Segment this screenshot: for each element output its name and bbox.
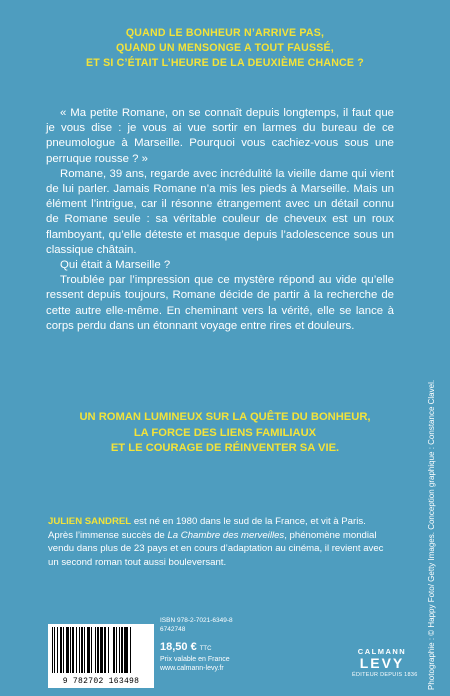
bio-line-2 [48,529,396,570]
synopsis-paragraph: « Ma petite Romane, on se connaît depuis longtemps, il faut que je vous dise : je vous ai vue sortir en larmes du bureau de ce pneumologue à Marseille. Pourquoi vous cachiez-vous sous une perruque rousse ? » [46,107,394,165]
synopsis [46,106,394,334]
tagline [40,26,410,71]
pitch-line: ET LE COURAGE DE RÉINVENTER SA VIE. [110,442,340,454]
isbn [160,616,233,634]
barcode-bars [52,627,150,673]
logo-subtitle: ÉDITEUR DEPUIS 1836 [352,672,418,678]
price-suffix: TTC [199,646,212,652]
pitch-line: LA FORCE DES LIENS FAMILIAUX [133,426,317,439]
isbn-line: ISBN 978-2-7021-6349-8 [160,617,233,624]
logo-top-text: CALMANN [357,647,407,656]
logo-main-text: LEVY [359,655,405,671]
price [160,641,211,653]
publisher-website: www.calmann-levy.fr [160,665,224,672]
synopsis-paragraph: Troublée par l’impression que ce mystère répond au vide qu’elle ressent depuis toujours, Romane décide de partir à la recherche de cette autre elle-même. En cheminant vers la vérité, elle se lance à corps perdu dans un étonnant voyage entre rires et douleurs. [46,274,394,332]
bio-text: , phénomène mondial vendu dans plus de 23 pays et en cours d’adaptation au cinéma, il revient avec un second roman tout aussi bouleversant. [48,529,384,568]
isbn-line: 6742748 [160,626,186,633]
synopsis-paragraph: Romane, 39 ans, regarde avec incrédulité la vieille dame qui vient de lui parler. Jamais Romane n’a mis les pieds à Marseille. Mais un élément l’intrigue, car il résonne étrangement avec un détail connu de Romane seule : sa véritable couleur de cheveux est un roux flamboyant, qu’elle déteste et masque depuis l’adolescence sous un classique châtain. [46,167,394,256]
bio-line-1 [48,515,396,529]
author-name: JULIEN SANDREL [48,516,132,527]
tagline-line: QUAND UN MENSONGE A TOUT FAUSSÉ, [116,42,334,54]
photo-credit: Photographie : © Happy Foto/ Getty Images. Conception graphique : Constance Clavel. [427,379,436,690]
author-bio [48,515,396,569]
tagline-line: QUAND LE BONHEUR N’ARRIVE PAS, [125,27,325,39]
publisher-logo [352,647,418,678]
bio-text: est né en 1980 dans le sud de la France, et vit à Paris. [131,516,366,527]
price-amount: 18,50 € [160,641,197,653]
pitch [40,410,410,457]
bio-text: Après l’immense succès de [48,529,168,541]
pitch-line: UN ROMAN LUMINEUX SUR LA QUÊTE DU BONHEUR, [79,411,371,423]
price-info [160,655,230,673]
tagline-line: ET SI C’ÉTAIT L’HEURE DE LA DEUXIÈME CHANCE ? [86,57,364,69]
barcode-number: 9 782702 163498 [62,677,140,686]
price-note: Prix valable en France [160,656,230,663]
book-title: La Chambre des merveilles [167,529,285,541]
synopsis-paragraph: Qui était à Marseille ? [60,259,171,272]
barcode [48,624,154,688]
